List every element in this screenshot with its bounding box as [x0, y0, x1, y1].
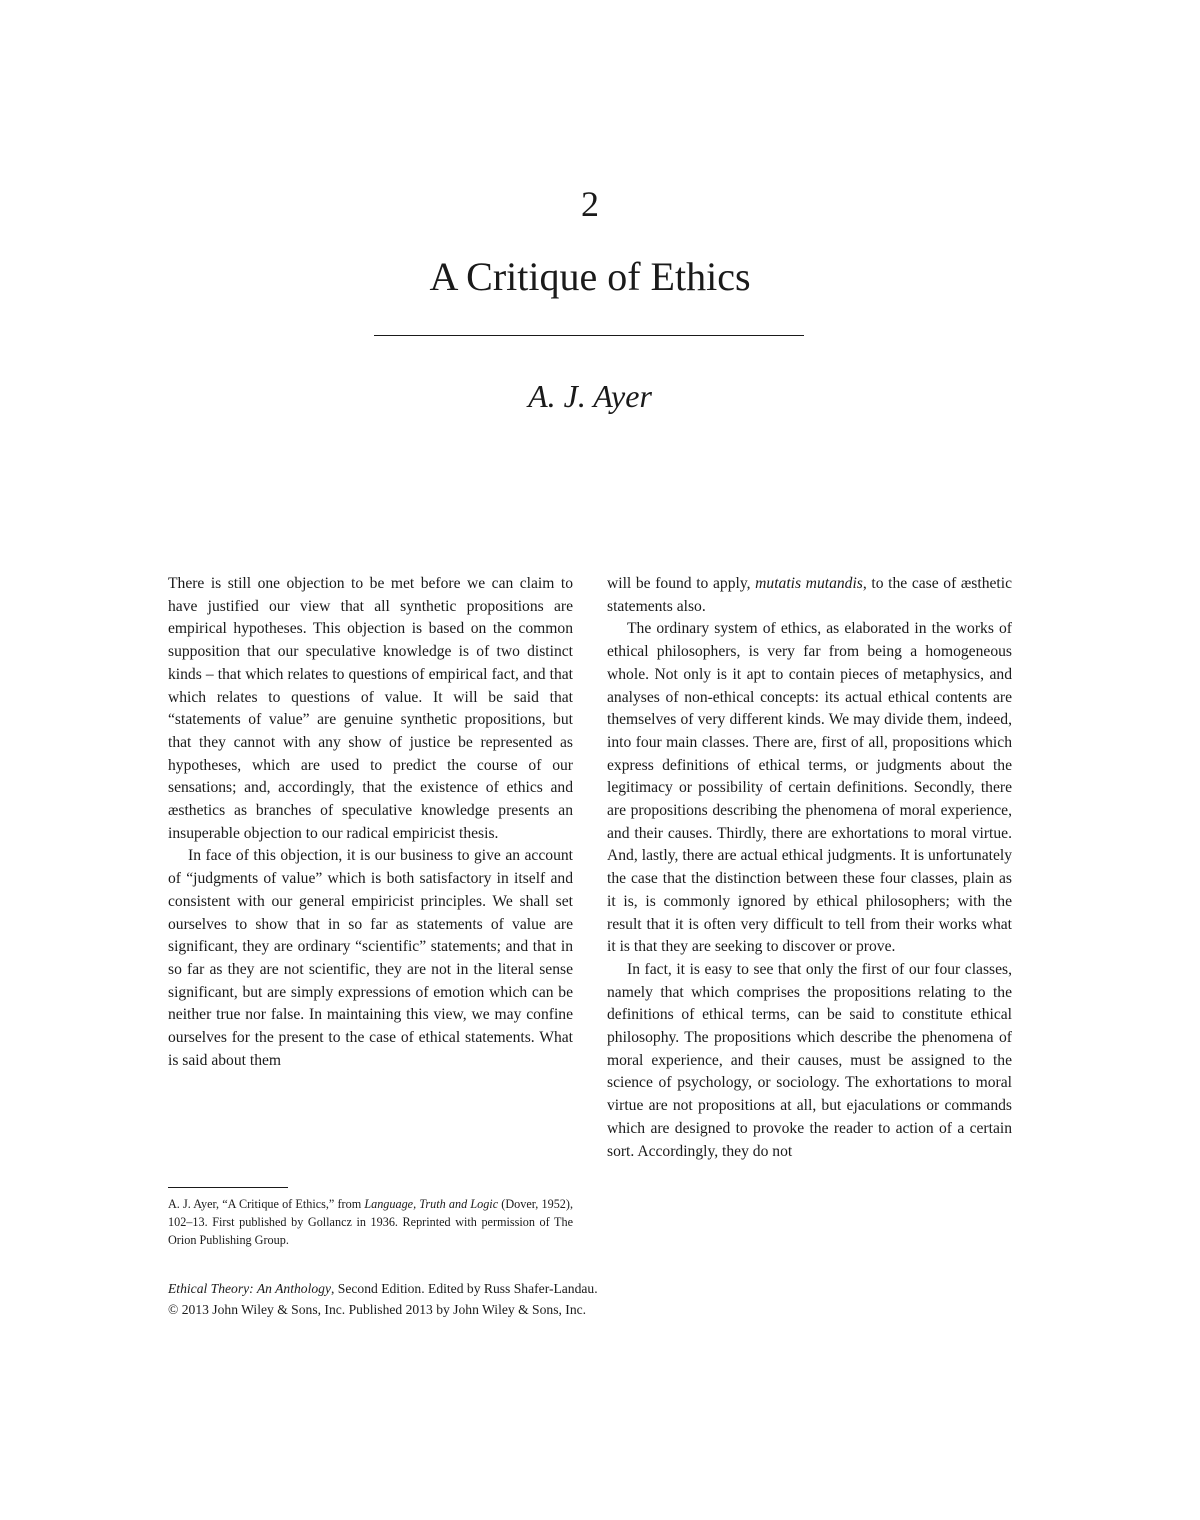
right-paragraph-2: The ordinary system of ethics, as elaborated in the works of ethical philosophers, is very far from being a homogeneous whole. Not only is it apt to contain pieces of metaphysics, and analyses of non-ethical concepts: its actual ethical contents are themselves of very different kinds. We may divide them, indeed, into four main classes. There are, first of all, propositions which express definitions of ethical terms, or judgments about the legitimacy or possibility of certain definitions. Secondly, there are propositions describing the phenomena of moral experience, and their causes. Thirdly, there are exhortations to moral virtue. And, lastly, there are actual ethical judgments. It is unfortunately the case that the distinction between these four classes, plain as it is, is commonly ignored by ethical philosophers; with the result that it is often very difficult to tell from their works what it is that they are seeking to discover or prove. — [607, 620, 1012, 956]
right-paragraph-1-end: , to the case of æsthetic statements also. — [607, 575, 1012, 615]
footnote-divider — [168, 1187, 288, 1188]
edition-info: , Second Edition. Edited by Russ Shafer-Landau. — [330, 1281, 598, 1296]
footnote — [168, 1195, 573, 1249]
source-line-2: © 2013 John Wiley & Sons, Inc. Published 2013 by John Wiley & Sons, Inc. — [168, 1302, 587, 1317]
right-paragraph-1-latin: mutatis mutandis — [755, 575, 863, 592]
right-paragraph-1-start: will be found to apply, — [607, 575, 756, 592]
footnote-book-title: Language, Truth and Logic — [364, 1197, 499, 1211]
left-paragraph-1: There is still one objection to be met before we can claim to have justified our view that all synthetic propositions are empirical hypotheses. This objection is based on the common supposition that our speculative knowledge is of two distinct kinds – that which relates to questions of empirical fact, and that which relates to questions of value. It will be said that “statements of value” are genuine synthetic propositions, but that they cannot with any show of justice be represented as hypotheses, which are used to predict the course of our sensations; and, accordingly, that the existence of ethics and æsthetics as branches of speculative knowledge presents an insuperable objection to our radical empiricist thesis. — [168, 575, 573, 842]
right-paragraph-3: In fact, it is easy to see that only the first of our four classes, namely that which comprises the propositions relating to the definitions of ethical terms, can be said to constitute ethical philosophy. The propositions which describe the phenomena of moral experience, and their causes, must be assigned to the science of psychology, or sociology. The exhortations to moral virtue are not propositions at all, but ejaculations or commands which are designed to provoke the reader to action of a certain sort. Accordingly, they do not — [607, 960, 1012, 1160]
right-paragraph-1 — [607, 573, 1012, 618]
footnote-text-end: (Dover, 1952), 102–13. First published by Gollancz in 1936. Reprinted with permission of The Orion Publishing Group. — [168, 1197, 573, 1247]
source-note — [168, 1278, 868, 1320]
anthology-title: Ethical Theory: An Anthology — [168, 1281, 331, 1296]
chapter-title: A Critique of Ethics — [429, 254, 751, 299]
left-column — [168, 573, 573, 1072]
right-column — [607, 573, 1012, 1163]
chapter-author: A. J. Ayer — [528, 378, 652, 414]
chapter-number: 2 — [581, 184, 599, 224]
title-divider — [374, 335, 804, 336]
footnote-text-start: A. J. Ayer, “A Critique of Ethics,” from — [168, 1197, 365, 1211]
source-line-1 — [168, 1278, 868, 1299]
left-paragraph-2: In face of this objection, it is our business to give an account of “judgments of value” which is both satisfactory in itself and consistent with our general empiricist principles. We shall set ourselves to show that in so far as statements of value are significant, they are ordinary “scientific” statements; and that in so far as they are not scientific, they are not in the literal sense significant, but are simply expressions of emotion which can be neither true nor false. In maintaining this view, we may confine ourselves for the present to the case of ethical statements. What is said about them — [168, 847, 573, 1069]
